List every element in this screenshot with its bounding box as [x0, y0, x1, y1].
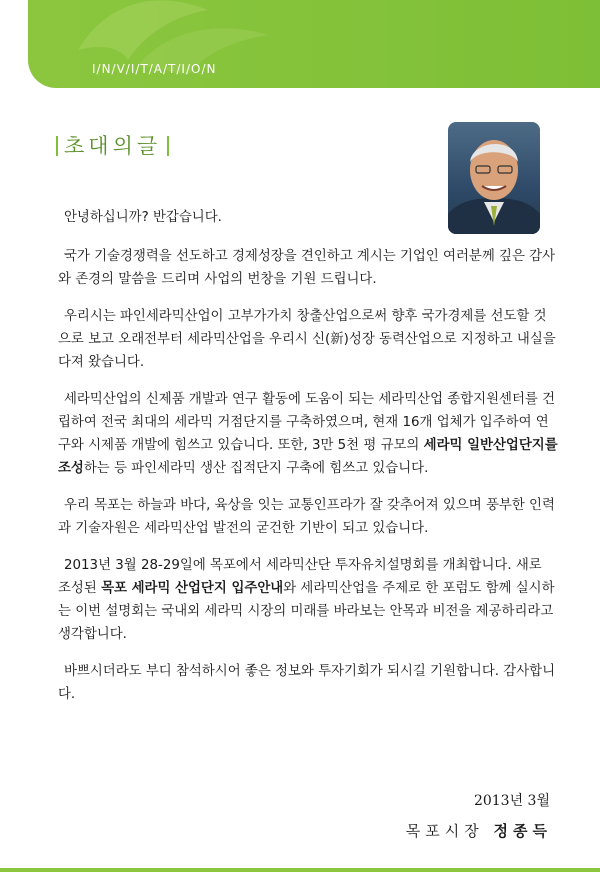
title-bar-left [56, 136, 58, 156]
paragraph-3 [58, 388, 558, 480]
signature-name: 정종득 [493, 822, 552, 840]
letter-body [58, 206, 558, 720]
paragraph-2: 우리시는 파인세라믹산업이 고부가가치 창출산업으로써 향후 국가경제를 선도할 것으로 보고 오래전부터 세라믹산업을 우리시 신(新)성장 동력산업으로 지정하고 내실을 다져 왔습니다. [58, 309, 556, 370]
paragraph-5-bold: 목포 세라믹 산업단지 입주안내 [101, 581, 284, 596]
paragraph-3-text-c: 하는 등 파인세라믹 생산 집적단지 구축에 힘쓰고 있습니다. [83, 461, 429, 476]
page-title: 초대의글 [64, 134, 162, 158]
paragraph-4: 우리 목포는 하늘과 바다, 육상을 잇는 교통인프라가 잘 갖추어져 있으며 풍부한 인력과 기술자원은 세라믹산업 발전의 굳건한 기반이 되고 있습니다. [58, 498, 555, 536]
paragraph-3-bold: 세라믹 일반산업단지를 조성 [58, 438, 558, 476]
title-bar-right [167, 136, 169, 156]
footer-divider [0, 868, 600, 872]
header-banner [28, 0, 600, 88]
page-title-wrap [50, 130, 175, 160]
invitation-label: I/N/V/I/T/A/T/I/O/N [92, 62, 217, 76]
letter-date: 2013년 3월 [473, 793, 550, 809]
greeting-paragraph: 안녕하십니까? 반갑습니다. [64, 210, 222, 225]
paragraph-5 [58, 554, 558, 646]
paragraph-1: 국가 기술경쟁력을 선도하고 경제성장을 견인하고 계시는 기업인 여러분께 깊은 감사와 존경의 말씀을 드리며 사업의 번창을 기원 드립니다. [58, 249, 556, 287]
signature [406, 820, 552, 841]
paragraph-6: 바쁘시더라도 부디 참석하시어 좋은 정보와 투자기회가 되시길 기원합니다. 감사합니다. [58, 664, 556, 702]
paragraph-5-text-c: 와 세라믹산업을 주제로 한 포럼도 함께 실시하는 이번 설명회는 국내외 세라믹 시장의 미래를 바라보는 안목과 비전을 제공하리라고 생각합니다. [58, 581, 555, 642]
paragraph-3-text-a: 세라믹산업의 신제품 개발과 연구 활동에 도움이 되는 세라믹산업 종합지원센터를 건립하여 전국 최대의 세라믹 거점단지를 구축하였으며, 현재 16개 업체가 입주하여 연구와 시제품 개발에 힘쓰고 있습니다. 또한, 3만 5천 평 규모의 [58, 392, 556, 453]
signature-position: 목포시장 [405, 822, 484, 840]
paragraph-5-text-a: 2013년 3월 28-29일에 목포에서 세라믹산단 투자유치설명회를 개최합니다. 새로 조성된 [58, 558, 542, 596]
